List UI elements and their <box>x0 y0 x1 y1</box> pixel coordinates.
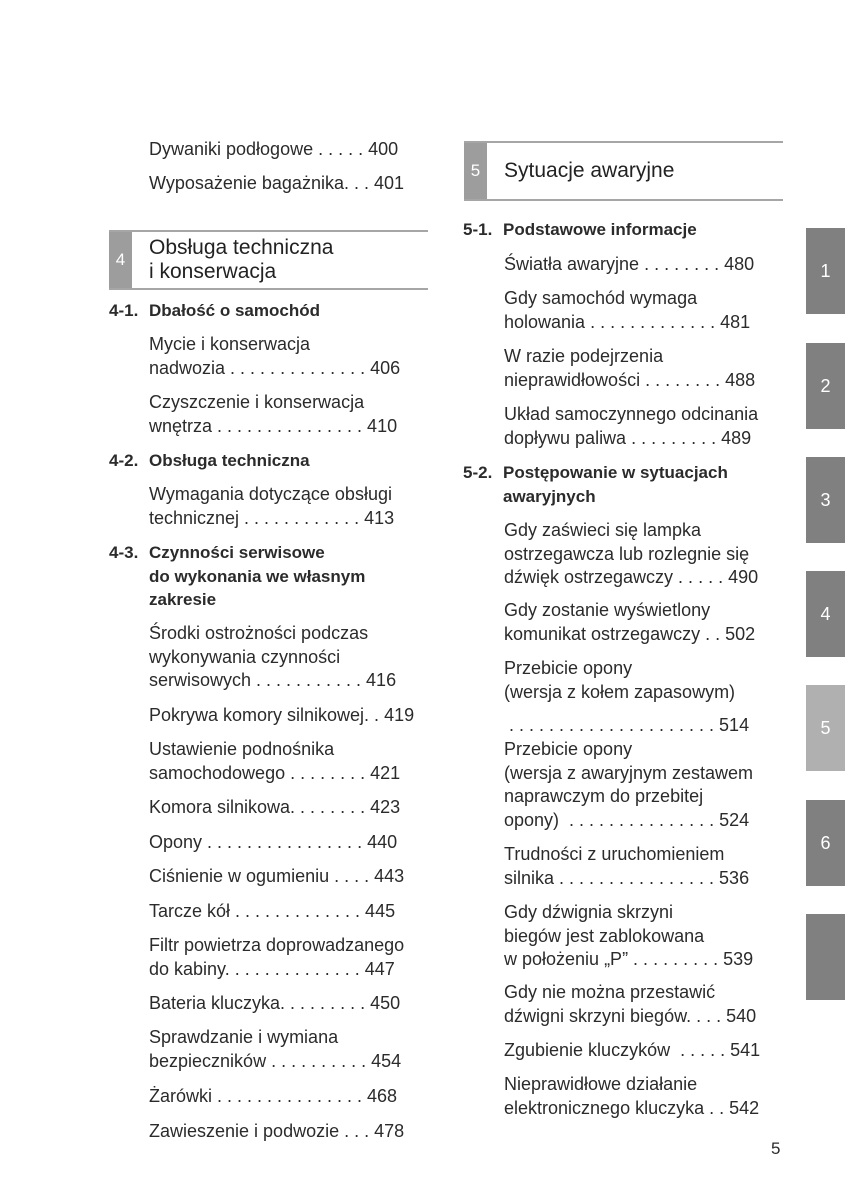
toc-entry[interactable]: Mycie i konserwacja nadwozia . . . . . . . . . . . . . . 406 <box>149 334 401 378</box>
toc-entry[interactable]: Przebicie opony (wersja z kołem zapasowym) . . . . . . . . . . . . . . . . . . . . . 514 <box>504 658 750 735</box>
section-5-number: 5 <box>464 143 487 199</box>
toc-entry[interactable]: Zawieszenie i podwozie . . . 478 <box>149 1121 405 1141</box>
toc-entry[interactable]: Gdy samochód wymaga holowania . . . . . . . . . . . . . 481 <box>504 288 751 332</box>
chapter-tab-3[interactable]: 3 <box>806 457 845 543</box>
toc-entry[interactable]: Zgubienie kluczyków . . . . . 541 <box>504 1040 761 1060</box>
section-4-title: Obsługa techniczna i konserwacja <box>149 236 334 283</box>
toc-entry[interactable]: Filtr powietrza doprowadzanego do kabiny. . . . . . . . . . . . . . 447 <box>149 935 405 979</box>
section-4-number: 4 <box>109 232 132 288</box>
toc-entry[interactable]: Gdy nie można przestawić dźwigni skrzyni biegów. . . . 540 <box>504 982 757 1026</box>
toc-entry[interactable]: Gdy zostanie wyświetlony komunikat ostrzegawczy . . 502 <box>504 600 756 644</box>
toc-entry[interactable]: Ustawienie podnośnika samochodowego . . . . . . . . 421 <box>149 739 401 783</box>
chapter-tab-4[interactable]: 4 <box>806 571 845 657</box>
toc-entry[interactable]: Żarówki . . . . . . . . . . . . . . . 468 <box>149 1086 398 1106</box>
toc-entry[interactable]: Nieprawidłowe działanie elektronicznego kluczyka . . 542 <box>504 1074 760 1118</box>
toc-entry[interactable]: Bateria kluczyka. . . . . . . . . 450 <box>149 993 401 1013</box>
toc-entry[interactable]: W razie podejrzenia nieprawidłowości . . . . . . . . 488 <box>504 346 756 390</box>
section-5-title: Sytuacje awaryjne <box>504 159 675 182</box>
toc-entry[interactable]: Światła awaryjne . . . . . . . . 480 <box>504 254 755 274</box>
toc-entry[interactable]: Pokrywa komory silnikowej. . 419 <box>149 705 415 725</box>
toc-entry[interactable]: Środki ostrożności podczas wykonywania czynności serwisowych . . . . . . . . . . . 416 <box>149 623 397 690</box>
chapter-tab-7[interactable] <box>806 914 845 1000</box>
chapter-tab-2[interactable]: 2 <box>806 343 845 429</box>
toc-entry[interactable]: Gdy dźwignia skrzyni biegów jest zablokowana w położeniu „P” . . . . . . . . . 539 <box>504 902 754 969</box>
toc-entry[interactable]: Układ samoczynnego odcinania dopływu paliwa . . . . . . . . . 489 <box>504 404 759 448</box>
toc-entry[interactable]: Gdy zaświeci się lampka ostrzegawcza lub rozlegnie się dźwięk ostrzegawczy . . . . . 490 <box>504 520 759 587</box>
toc-entry[interactable]: Wyposażenie bagażnika. . . 401 <box>149 173 404 193</box>
toc-entry[interactable]: Sprawdzanie i wymiana bezpieczników . . . . . . . . . . 454 <box>149 1027 402 1071</box>
toc-entry[interactable]: Czyszczenie i konserwacja wnętrza . . . . . . . . . . . . . . . 410 <box>149 392 398 436</box>
toc-entry[interactable]: Dywaniki podłogowe . . . . . 400 <box>149 139 399 159</box>
page-number: 5 <box>771 1139 781 1158</box>
toc-entry[interactable]: Trudności z uruchomieniem silnika . . . . . . . . . . . . . . . . 536 <box>504 844 750 888</box>
chapter-tab-6[interactable]: 6 <box>806 800 845 886</box>
section-4-header <box>109 230 428 290</box>
toc-entry[interactable]: Komora silnikowa. . . . . . . . 423 <box>149 797 401 817</box>
toc-entry[interactable]: Wymagania dotyczące obsługi technicznej . . . . . . . . . . . . 413 <box>149 484 395 528</box>
toc-entry[interactable]: Tarcze kół . . . . . . . . . . . . . 445 <box>149 901 396 921</box>
toc-entry[interactable]: Opony . . . . . . . . . . . . . . . . 440 <box>149 832 398 852</box>
toc-entry[interactable]: Przebicie opony (wersja z awaryjnym zestawem naprawczym do przebitej opony) . . . . . . . . . . . . . . . 524 <box>504 739 754 830</box>
chapter-tab-1[interactable]: 1 <box>806 228 845 314</box>
chapter-tab-5[interactable]: 5 <box>806 685 845 771</box>
section-5-header <box>464 141 783 201</box>
toc-entry[interactable]: Ciśnienie w ogumieniu . . . . 443 <box>149 866 405 886</box>
